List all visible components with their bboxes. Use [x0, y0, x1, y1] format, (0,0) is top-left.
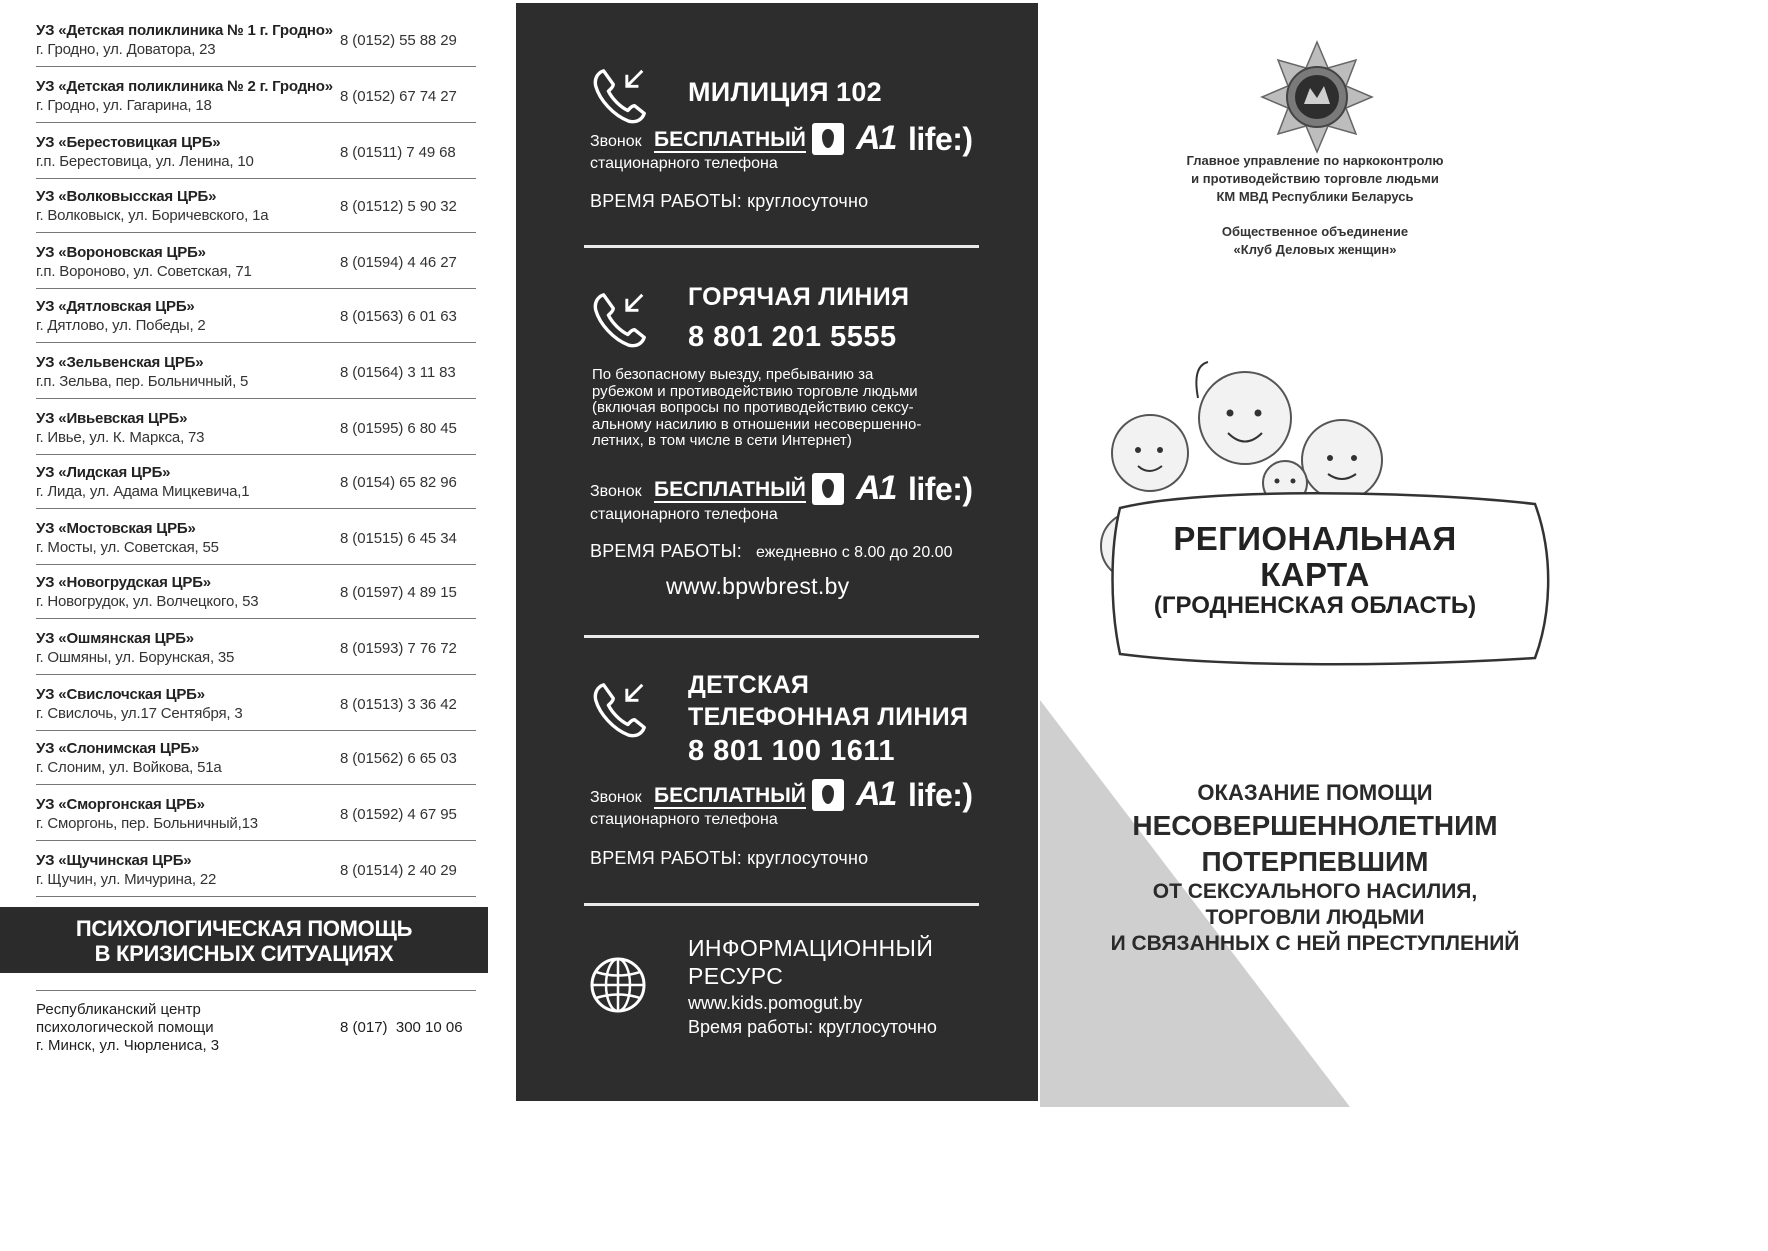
- clinic-address: г. Волковыск, ул. Боричевского, 1а: [36, 207, 269, 224]
- clinic-row: [36, 784, 476, 841]
- clinic-name: УЗ «Ивьевская ЦРБ»: [36, 410, 188, 427]
- stationary-phone-label: стационарного телефона: [590, 506, 778, 523]
- clinic-address: г. Сморгонь, пер. Больничный,13: [36, 815, 258, 832]
- center-phone: 8 (017) 300 10 06: [340, 1019, 463, 1036]
- hotline-description: [592, 367, 982, 450]
- clinic-name: УЗ «Лидская ЦРБ»: [36, 464, 171, 481]
- kids-pomogut-link[interactable]: www.kids.pomogut.by: [688, 993, 863, 1013]
- children-illustration: [1080, 358, 1550, 668]
- help-line-6: И СВЯЗАННЫХ С НЕЙ ПРЕСТУПЛЕНИЙ: [1110, 932, 1520, 955]
- clinic-address: г. Ивье, ул. К. Маркса, 73: [36, 429, 205, 446]
- clinic-row: [36, 728, 476, 785]
- hotline-number: 8 801 201 5555: [688, 321, 897, 353]
- organization-2: [1100, 223, 1530, 259]
- clinic-row: [36, 232, 476, 289]
- bpwbrest-link[interactable]: www.bpwbrest.by: [666, 573, 850, 599]
- free-label: БЕСПЛАТНЫЙ: [654, 478, 806, 501]
- org1-line: и противодействию торговле людьми: [1191, 171, 1439, 186]
- info-hours: Время работы: круглосуточно: [688, 1017, 937, 1037]
- clinic-address: г. Дятлово, ул. Победы, 2: [36, 317, 206, 334]
- clinic-address: г. Слоним, ул. Войкова, 51а: [36, 759, 222, 776]
- a1-logo: A1: [856, 119, 896, 157]
- clinic-row: [36, 342, 476, 399]
- clinic-row: [36, 452, 476, 509]
- hotlines-panel: [516, 3, 1038, 1101]
- help-line-3: ПОТЕРПЕВШИМ: [1201, 846, 1429, 877]
- free-label: БЕСПЛАТНЫЙ: [654, 128, 806, 151]
- org1-line: КМ МВД Республики Беларусь: [1216, 189, 1414, 204]
- clinic-name: УЗ «Волковысская ЦРБ»: [36, 188, 217, 205]
- desc-line: летних, в том числе в сети Интернет): [592, 432, 852, 449]
- call-label: Звонок: [590, 483, 642, 500]
- child-line-title-2: ТЕЛЕФОННАЯ ЛИНИЯ: [688, 703, 969, 731]
- desc-line: По безопасному выезду, пребыванию за: [592, 366, 874, 383]
- psych-heading-line1: ПСИХОЛОГИЧЕСКАЯ ПОМОЩЬ: [75, 916, 413, 941]
- call-label: Звонок: [590, 133, 642, 150]
- clinic-address: г. Свислочь, ул.17 Сентября, 3: [36, 705, 243, 722]
- clinic-row: [36, 618, 476, 675]
- section-divider: [584, 245, 979, 248]
- police-number: 102: [836, 77, 882, 107]
- help-line-2: НЕСОВЕРШЕННОЛЕТНИМ: [1132, 810, 1498, 841]
- clinic-row: [36, 674, 476, 731]
- clinic-phone: 8 (01597) 4 89 15: [340, 584, 457, 601]
- phone-call-icon: [590, 679, 652, 741]
- clinic-row: [36, 840, 476, 897]
- clinic-address: г. Лида, ул. Адама Мицкевича,1: [36, 483, 250, 500]
- org2-line: Общественное объединение: [1221, 224, 1409, 239]
- clinic-address: г. Щучин, ул. Мичурина, 22: [36, 871, 217, 888]
- clinic-row: [36, 562, 476, 619]
- globe-icon: [588, 955, 648, 1015]
- clinic-row: [36, 398, 476, 455]
- clinic-phone: 8 (01564) 3 11 83: [340, 364, 456, 381]
- hotline-title: ГОРЯЧАЯ ЛИНИЯ: [688, 283, 910, 311]
- mts-drop-icon: [812, 779, 844, 811]
- desc-line: (включая вопросы по противодействию сексу-: [592, 399, 914, 416]
- life-logo: life:): [908, 471, 973, 507]
- child-line-number: 8 801 100 1611: [688, 735, 895, 767]
- phone-call-icon: [590, 65, 652, 127]
- clinic-name: УЗ «Детская поликлиника № 1 г. Гродно»: [36, 22, 333, 39]
- child-line-hours: ВРЕМЯ РАБОТЫ: круглосуточно: [590, 848, 869, 868]
- clinic-phone: 8 (0154) 65 82 96: [340, 474, 457, 491]
- clinic-name: УЗ «Вороновская ЦРБ»: [36, 244, 206, 261]
- region-title-3: (ГРОДНЕНСКАЯ ОБЛАСТЬ): [1153, 592, 1477, 619]
- clinic-phone: 8 (0152) 55 88 29: [340, 32, 457, 49]
- ministry-emblem-icon: [1258, 38, 1376, 156]
- clinic-name: УЗ «Свислочская ЦРБ»: [36, 686, 205, 703]
- hotline-hours-value: ежедневно с 8.00 до 20.00: [756, 544, 953, 561]
- region-title-2: КАРТА: [1260, 556, 1370, 593]
- help-line-4: ОТ СЕКСУАЛЬНОГО НАСИЛИЯ,: [1152, 880, 1478, 903]
- center-name-line2: психологической помощи: [36, 1019, 214, 1036]
- police-title: МИЛИЦИЯ: [688, 77, 829, 107]
- clinic-name: УЗ «Ошмянская ЦРБ»: [36, 630, 194, 647]
- help-line-1: ОКАЗАНИЕ ПОМОЩИ: [1197, 780, 1433, 805]
- info-title-1: ИНФОРМАЦИОННЫЙ: [688, 935, 934, 961]
- clinic-name: УЗ «Сморгонская ЦРБ»: [36, 796, 205, 813]
- mts-drop-icon: [812, 123, 844, 155]
- center-address: г. Минск, ул. Чюрлениса, 3: [36, 1037, 220, 1054]
- clinic-phone: 8 (01511) 7 49 68: [340, 144, 456, 161]
- clinic-phone: 8 (01515) 6 45 34: [340, 530, 457, 547]
- clinic-phone: 8 (0152) 67 74 27: [340, 88, 457, 105]
- clinic-row: [36, 122, 476, 179]
- clinic-phone: 8 (01563) 6 01 63: [340, 308, 457, 325]
- republic-center-block: [36, 990, 476, 1069]
- clinic-name: УЗ «Детская поликлиника № 2 г. Гродно»: [36, 78, 333, 95]
- clinic-row: [36, 176, 476, 233]
- hotline-hours-label: ВРЕМЯ РАБОТЫ:: [590, 541, 742, 561]
- life-logo: life:): [908, 777, 973, 813]
- a1-logo: A1: [856, 775, 896, 813]
- clinic-address: г.п. Вороново, ул. Советская, 71: [36, 263, 252, 280]
- clinic-address: г. Мосты, ул. Советская, 55: [36, 539, 219, 556]
- clinic-phone: 8 (01512) 5 90 32: [340, 198, 457, 215]
- clinic-phone: 8 (01595) 6 80 45: [340, 420, 457, 437]
- clinic-name: УЗ «Берестовицкая ЦРБ»: [36, 134, 221, 151]
- clinic-name: УЗ «Зельвенская ЦРБ»: [36, 354, 204, 371]
- help-line-5: ТОРГОВЛИ ЛЮДЬМИ: [1205, 906, 1425, 929]
- cover-panel: [1040, 0, 1568, 1107]
- clinic-name: УЗ «Мостовская ЦРБ»: [36, 520, 196, 537]
- clinic-address: г. Новогрудок, ул. Волчецкого, 53: [36, 593, 259, 610]
- free-call-line: [590, 469, 1010, 507]
- stationary-phone-label: стационарного телефона: [590, 811, 778, 828]
- section-divider: [584, 903, 979, 906]
- free-label: БЕСПЛАТНЫЙ: [654, 784, 806, 807]
- life-logo: life:): [908, 121, 973, 157]
- clinic-phone: 8 (01513) 3 36 42: [340, 696, 457, 713]
- phone-call-icon: [590, 289, 652, 351]
- clinic-address: г.п. Берестовица, ул. Ленина, 10: [36, 153, 254, 170]
- call-label: Звонок: [590, 789, 642, 806]
- org1-line: Главное управление по наркоконтролю: [1186, 153, 1444, 168]
- org2-line: «Клуб Деловых женщин»: [1233, 242, 1397, 257]
- free-call-line: [590, 119, 1010, 157]
- clinic-phone: 8 (01514) 2 40 29: [340, 862, 457, 879]
- clinic-phone: 8 (01562) 6 65 03: [340, 750, 457, 767]
- clinic-row: [36, 10, 476, 67]
- desc-line: рубежом и противодействию торговле людьми: [592, 382, 918, 400]
- clinic-row: [36, 286, 476, 343]
- a1-logo: A1: [856, 469, 896, 507]
- clinic-name: УЗ «Новогрудская ЦРБ»: [36, 574, 211, 591]
- clinic-phone: 8 (01593) 7 76 72: [340, 640, 457, 657]
- region-title-1: РЕГИОНАЛЬНАЯ: [1173, 520, 1457, 557]
- psychological-help-heading: [0, 907, 488, 973]
- free-call-line: [590, 775, 1010, 813]
- clinic-name: УЗ «Слонимская ЦРБ»: [36, 740, 200, 757]
- stationary-phone-label: стационарного телефона: [590, 155, 778, 172]
- clinic-address: г. Гродно, ул. Доватора, 23: [36, 41, 216, 58]
- clinic-address: г.п. Зельва, пер. Больничный, 5: [36, 373, 249, 390]
- mts-drop-icon: [812, 473, 844, 505]
- clinic-name: УЗ «Дятловская ЦРБ»: [36, 298, 195, 315]
- clinic-address: г. Гродно, ул. Гагарина, 18: [36, 97, 212, 114]
- center-name-line1: Республиканский центр: [36, 1001, 201, 1018]
- clinic-row: [36, 508, 476, 565]
- clinic-phone: 8 (01594) 4 46 27: [340, 254, 457, 271]
- clinic-row: [36, 66, 476, 123]
- clinic-name: УЗ «Щучинская ЦРБ»: [36, 852, 192, 869]
- desc-line: альному насилию в отношении несовершенно-: [592, 415, 922, 433]
- psych-heading-line2: В КРИЗИСНЫХ СИТУАЦИЯХ: [94, 941, 394, 966]
- clinic-address: г. Ошмяны, ул. Борунская, 35: [36, 649, 235, 666]
- clinic-list-panel: [0, 0, 488, 1107]
- child-line-title-1: ДЕТСКАЯ: [688, 671, 810, 699]
- info-title-2: РЕСУРС: [688, 963, 784, 989]
- organization-1: [1100, 152, 1530, 206]
- police-hours: ВРЕМЯ РАБОТЫ: круглосуточно: [590, 191, 869, 211]
- section-divider: [584, 635, 979, 638]
- clinic-phone: 8 (01592) 4 67 95: [340, 806, 457, 823]
